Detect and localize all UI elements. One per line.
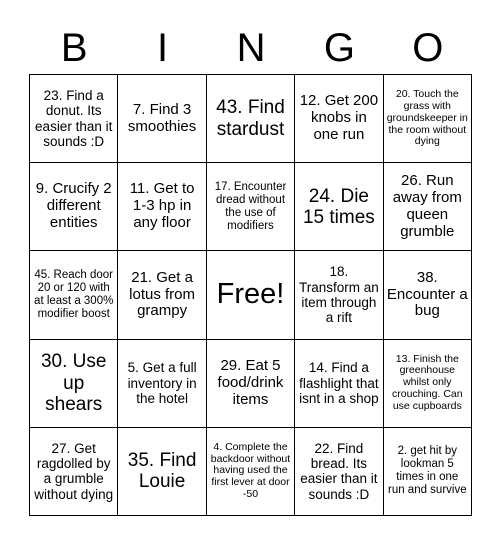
cell-text: 4. Complete the backdoor without having used the first lever at door -50 bbox=[210, 440, 291, 501]
bingo-header bbox=[30, 22, 472, 74]
bingo-cell-r1c2[interactable] bbox=[118, 75, 206, 163]
bingo-cell-r4c2[interactable] bbox=[118, 340, 206, 428]
cell-text: 14. Find a flashlight that isnt in a shop bbox=[299, 360, 379, 406]
bingo-cell-r3c5[interactable] bbox=[384, 251, 472, 339]
bingo-cell-r4c4[interactable] bbox=[295, 340, 383, 428]
bingo-cell-r5c5[interactable] bbox=[384, 428, 472, 516]
bingo-cell-r1c3[interactable] bbox=[207, 75, 295, 163]
cell-text: 29. Eat 5 food/drink items bbox=[217, 356, 284, 408]
bingo-cell-r5c1[interactable] bbox=[30, 428, 118, 516]
cell-text: 11. Get to 1-3 hp in any floor bbox=[129, 180, 195, 232]
header-letter-n: N bbox=[236, 26, 266, 70]
cell-text: 17. Encounter dread without the use of modifiers bbox=[214, 180, 287, 232]
cell-text: 12. Get 200 knobs in one run bbox=[299, 92, 379, 144]
cell-text: 21. Get a lotus from grampy bbox=[129, 268, 196, 320]
bingo-cell-r1c1[interactable] bbox=[30, 75, 118, 163]
bingo-cell-r2c2[interactable] bbox=[118, 163, 206, 251]
bingo-cell-r2c1[interactable] bbox=[30, 163, 118, 251]
cell-text: 9. Crucify 2 different entities bbox=[35, 180, 112, 232]
header-letter-g: G bbox=[323, 26, 355, 70]
bingo-cell-r3c4[interactable] bbox=[295, 251, 383, 339]
bingo-cell-r3c1[interactable] bbox=[30, 251, 118, 339]
bingo-cell-free-space[interactable] bbox=[207, 251, 295, 339]
bingo-cell-r2c3[interactable] bbox=[207, 163, 295, 251]
bingo-cell-r5c3[interactable] bbox=[207, 428, 295, 516]
cell-text: 22. Find bread. Its easier than it sounds :D bbox=[300, 440, 378, 502]
cell-text: 2. get hit by lookman 5 times in one run and survive bbox=[387, 445, 467, 497]
bingo-cell-r1c4[interactable] bbox=[295, 75, 383, 163]
bingo-cell-r5c4[interactable] bbox=[295, 428, 383, 516]
cell-text: 30. Use up shears bbox=[40, 351, 107, 415]
bingo-cell-r1c5[interactable] bbox=[384, 75, 472, 163]
cell-text: 23. Find a donut. Its easier than it sounds :D bbox=[35, 88, 113, 149]
cell-text: 45. Reach door 20 or 120 with at least a 300% modifier boost bbox=[34, 269, 114, 320]
header-letter-b: B bbox=[60, 26, 88, 70]
bingo-cell-r3c2[interactable] bbox=[118, 251, 206, 339]
bingo-cell-r4c1[interactable] bbox=[30, 340, 118, 428]
bingo-cell-r2c5[interactable] bbox=[384, 163, 472, 251]
free-space-text: Free! bbox=[216, 278, 285, 311]
cell-text: 26. Run away from queen grumble bbox=[392, 171, 462, 240]
bingo-cell-r2c4[interactable] bbox=[295, 163, 383, 251]
cell-text: 13. Finish the greenhouse whilst only crouching. Can use cupboards bbox=[391, 352, 463, 412]
cell-text: 27. Get ragdolled by a grumble without dying bbox=[34, 440, 114, 502]
cell-text: 24. Die 15 times bbox=[302, 185, 375, 228]
cell-text: 20. Touch the grass with groundskeeper in the room without dying bbox=[386, 87, 468, 148]
bingo-cell-r5c2[interactable] bbox=[118, 428, 206, 516]
header-letter-i: I bbox=[157, 26, 169, 70]
cell-text: 5. Get a full inventory in the hotel bbox=[127, 360, 197, 406]
cell-text: 38. Encounter a bug bbox=[386, 268, 468, 320]
bingo-card-grid bbox=[29, 74, 472, 516]
header-letter-o: O bbox=[412, 26, 444, 70]
cell-text: 43. Find stardust bbox=[216, 97, 285, 140]
bingo-cell-r4c3[interactable] bbox=[207, 340, 295, 428]
cell-text: 35. Find Louie bbox=[127, 450, 197, 493]
cell-text: 18. Transform an item through a rift bbox=[299, 264, 379, 326]
bingo-cell-r4c5[interactable] bbox=[384, 340, 472, 428]
cell-text: 7. Find 3 smoothies bbox=[127, 100, 197, 135]
